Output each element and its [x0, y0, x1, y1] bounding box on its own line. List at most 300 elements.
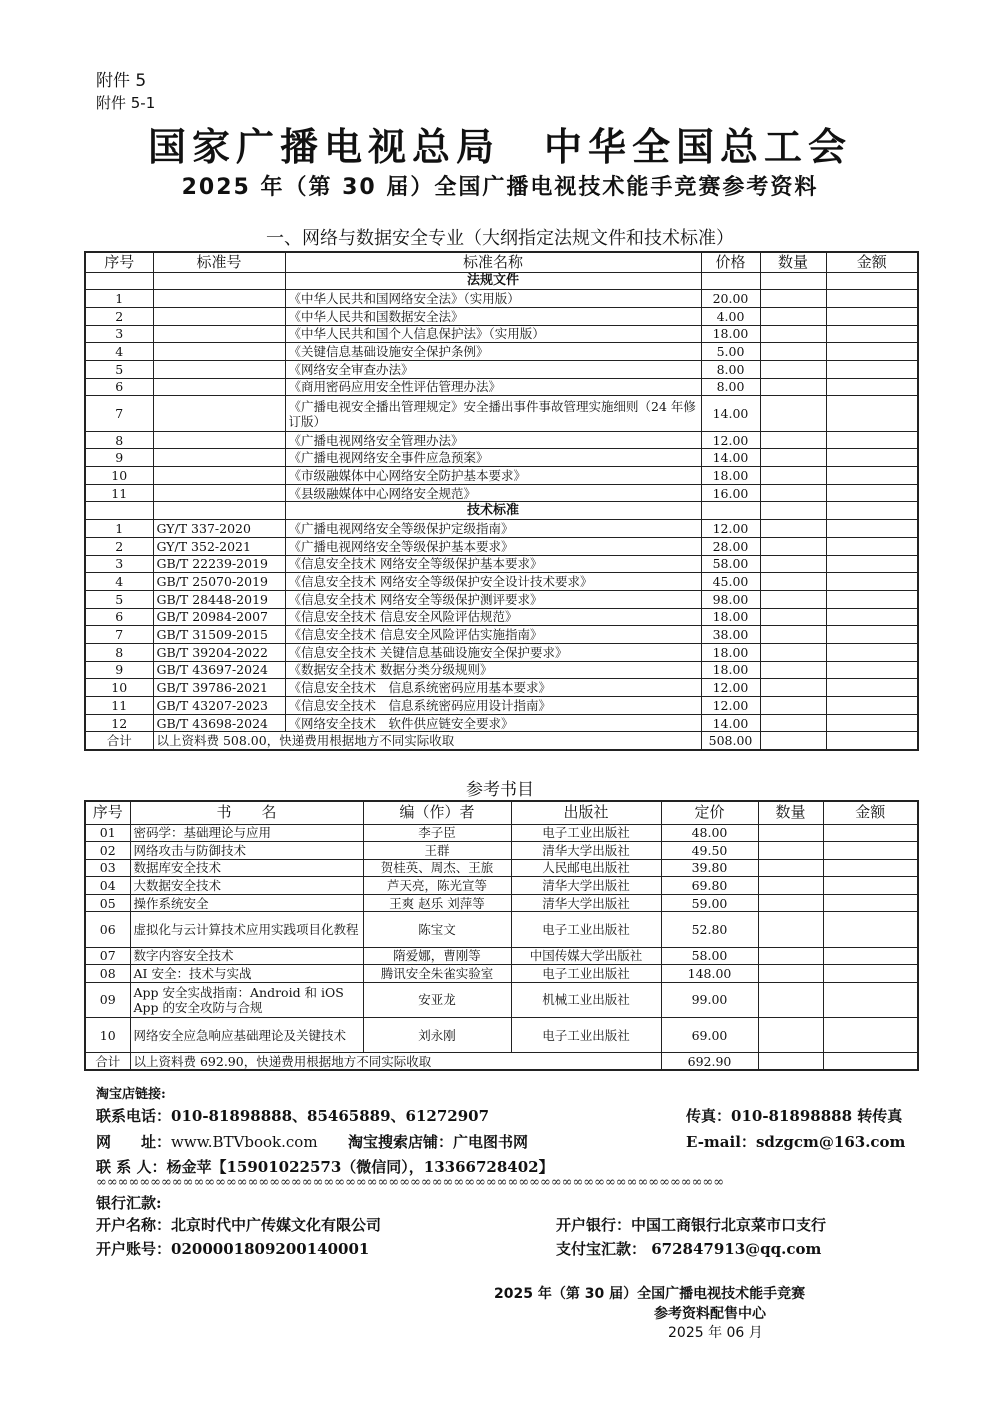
standard-code: GB/T 43207-2023 [153, 697, 285, 715]
empty-cell [153, 272, 285, 290]
book-title: 虚拟化与云计算技术应用实践项目化教程 [130, 912, 363, 947]
quantity-cell[interactable] [760, 272, 826, 290]
standard-name: 《广播电视安全播出管理规定》安全播出事件事故管理实施细则（24 年修订版） [285, 396, 701, 431]
amount-cell[interactable] [826, 626, 918, 644]
book-title: 密码学：基础理论与应用 [130, 824, 363, 842]
column-header: 数量 [758, 801, 823, 824]
price-cell: 8.00 [701, 360, 760, 378]
standard-code [153, 484, 285, 502]
price-cell: 12.00 [701, 679, 760, 697]
amount-cell[interactable] [826, 378, 918, 396]
quantity-cell[interactable] [760, 608, 826, 626]
empty-cell [85, 502, 153, 520]
total-label: 合计 [85, 732, 153, 750]
account-name-line [96, 1214, 381, 1235]
amount-cell[interactable] [823, 824, 918, 842]
book-title: 大数据安全技术 [130, 877, 363, 895]
row-number: 5 [85, 590, 153, 608]
book-author: 隋爱娜，曹刚等 [363, 947, 511, 965]
table-row [85, 573, 918, 591]
alipay-value: 672847913@qq.com [651, 1240, 822, 1258]
phone-label: 联系电话： [96, 1107, 172, 1125]
quantity-cell[interactable] [758, 877, 823, 895]
amount-cell[interactable] [823, 877, 918, 895]
amount-cell[interactable] [826, 325, 918, 343]
price-cell: 39.80 [661, 859, 758, 877]
price-cell: 4.00 [701, 307, 760, 325]
table-row [85, 697, 918, 715]
standard-name: 《数据安全技术 数据分类分级规则》 [285, 661, 701, 679]
standard-code [153, 396, 285, 431]
amount-cell[interactable] [826, 467, 918, 485]
price-cell: 20.00 [701, 290, 760, 308]
standard-code: GB/T 22239-2019 [153, 555, 285, 573]
footer-org-line1: 2025 年（第 30 届）全国广播电视技术能手竞赛 [494, 1286, 806, 1302]
standard-code: GB/T 28448-2019 [153, 590, 285, 608]
book-publisher: 机械工业出版社 [511, 982, 661, 1017]
row-number: 10 [85, 679, 153, 697]
standard-code: GB/T 43698-2024 [153, 714, 285, 732]
price-cell: 18.00 [701, 608, 760, 626]
price-cell: 148.00 [661, 965, 758, 983]
book-author: 刘永刚 [363, 1018, 511, 1053]
standard-name: 《信息安全技术 网络安全等级保护安全设计技术要求》 [285, 573, 701, 591]
column-header: 标准号 [153, 252, 285, 272]
table-row [85, 824, 918, 842]
book-title: App 安全实战指南：Android 和 iOS App 的安全攻防与合规 [130, 982, 363, 1017]
book-title: 数据库安全技术 [130, 859, 363, 877]
row-number: 10 [85, 1018, 130, 1053]
book-author: 王群 [363, 842, 511, 860]
row-number: 4 [85, 343, 153, 361]
total-amount: 508.00 [701, 732, 760, 750]
price-cell: 58.00 [661, 947, 758, 965]
page-subtitle: 2025 年（第 30 届）全国广播电视技术能手竞赛参考资料 [181, 175, 819, 200]
standards-table [84, 251, 919, 751]
amount-cell[interactable] [823, 859, 918, 877]
quantity-cell[interactable] [760, 431, 826, 449]
table-row [85, 626, 918, 644]
table-row [85, 643, 918, 661]
quantity-cell[interactable] [760, 714, 826, 732]
standard-code [153, 431, 285, 449]
amount-cell[interactable] [826, 396, 918, 431]
amount-cell[interactable] [826, 714, 918, 732]
table-header-row [85, 801, 918, 824]
empty-cell [701, 272, 760, 290]
price-cell: 14.00 [701, 396, 760, 431]
book-author: 芦天亮，陈光宣等 [363, 877, 511, 895]
price-cell: 52.80 [661, 912, 758, 947]
column-header: 序号 [85, 801, 130, 824]
row-number: 6 [85, 378, 153, 396]
quantity-cell[interactable] [760, 555, 826, 573]
table-row [85, 661, 918, 679]
price-cell: 12.00 [701, 431, 760, 449]
quantity-cell[interactable] [760, 449, 826, 467]
price-cell: 49.50 [661, 842, 758, 860]
table-row [85, 965, 918, 983]
book-publisher: 中国传媒大学出版社 [511, 947, 661, 965]
standard-name: 《广播电视网络安全管理办法》 [285, 431, 701, 449]
email-line [686, 1131, 905, 1152]
quantity-cell[interactable] [760, 467, 826, 485]
standard-name: 《网络安全技术 软件供应链安全要求》 [285, 714, 701, 732]
quantity-cell[interactable] [760, 360, 826, 378]
amount-cell[interactable] [823, 1053, 918, 1071]
price-cell: 18.00 [701, 467, 760, 485]
amount-cell[interactable] [826, 290, 918, 308]
total-label: 合计 [85, 1053, 130, 1071]
column-header: 书 名 [130, 801, 363, 824]
table-row [85, 360, 918, 378]
book-publisher: 电子工业出版社 [511, 965, 661, 983]
quantity-cell[interactable] [758, 947, 823, 965]
price-cell: 98.00 [701, 590, 760, 608]
taobao-search-value: 广电图书网 [453, 1133, 529, 1151]
table-row [85, 378, 918, 396]
taobao-link-label: 淘宝店链接: [96, 1087, 166, 1102]
section-title: 技术标准 [285, 502, 701, 520]
bank-label: 开户银行： [556, 1216, 632, 1234]
standard-code: GY/T 337-2020 [153, 520, 285, 538]
email-link[interactable]: sdzgcm@163.com [755, 1133, 906, 1151]
quantity-cell[interactable] [758, 824, 823, 842]
quantity-cell[interactable] [758, 842, 823, 860]
standard-code [153, 325, 285, 343]
standard-name: 《信息安全技术 信息系统密码应用基本要求》 [285, 679, 701, 697]
price-cell: 5.00 [701, 343, 760, 361]
row-number: 03 [85, 859, 130, 877]
book-publisher: 清华大学出版社 [511, 894, 661, 912]
website-line [96, 1131, 318, 1152]
amount-cell[interactable] [826, 307, 918, 325]
standard-name: 《广播电视网络安全事件应急预案》 [285, 449, 701, 467]
quantity-cell[interactable] [760, 679, 826, 697]
footer-date: 2025 年 06 月 [668, 1325, 763, 1341]
amount-cell[interactable] [826, 449, 918, 467]
price-cell: 18.00 [701, 325, 760, 343]
quantity-cell[interactable] [760, 643, 826, 661]
book-author: 安亚龙 [363, 982, 511, 1017]
price-cell: 16.00 [701, 484, 760, 502]
book-publisher: 电子工业出版社 [511, 912, 661, 947]
standard-code [153, 290, 285, 308]
quantity-cell[interactable] [758, 1018, 823, 1053]
price-cell: 59.00 [661, 894, 758, 912]
total-note: 以上资料费 508.00，快递费用根据地方不同实际收取 [153, 732, 701, 750]
quantity-cell[interactable] [760, 697, 826, 715]
row-number: 1 [85, 520, 153, 538]
row-number: 2 [85, 307, 153, 325]
table-row [85, 1018, 918, 1053]
amount-cell[interactable] [826, 732, 918, 750]
quantity-cell[interactable] [760, 343, 826, 361]
table-row [85, 307, 918, 325]
standard-name: 《中华人民共和国个人信息保护法》（实用版） [285, 325, 701, 343]
quantity-cell[interactable] [758, 912, 823, 947]
empty-cell [85, 272, 153, 290]
amount-cell[interactable] [826, 502, 918, 520]
price-cell: 48.00 [661, 824, 758, 842]
quantity-cell[interactable] [760, 484, 826, 502]
table-row [85, 520, 918, 538]
table-row [85, 679, 918, 697]
quantity-cell[interactable] [760, 502, 826, 520]
quantity-cell[interactable] [760, 626, 826, 644]
row-number: 10 [85, 467, 153, 485]
amount-cell[interactable] [826, 661, 918, 679]
empty-cell [701, 502, 760, 520]
amount-cell[interactable] [823, 912, 918, 947]
row-number: 01 [85, 824, 130, 842]
row-number: 8 [85, 643, 153, 661]
account-no-label: 开户账号： [96, 1240, 172, 1258]
section-row [85, 272, 918, 290]
total-note: 以上资料费 692.90，快递费用根据地方不同实际收取 [130, 1053, 661, 1071]
fax-value: 010-81898888 转传真 [731, 1107, 903, 1125]
row-number: 09 [85, 982, 130, 1017]
book-title: 操作系统安全 [130, 894, 363, 912]
standard-name: 《信息安全技术 信息安全风险评估规范》 [285, 608, 701, 626]
quantity-cell[interactable] [760, 573, 826, 591]
bank-value: 中国工商银行北京菜市口支行 [631, 1216, 827, 1234]
book-author: 李子臣 [363, 824, 511, 842]
standard-code [153, 360, 285, 378]
quantity-cell[interactable] [760, 661, 826, 679]
quantity-cell[interactable] [760, 290, 826, 308]
website-label: 网 址： [96, 1133, 172, 1151]
row-number: 11 [85, 697, 153, 715]
book-publisher: 清华大学出版社 [511, 877, 661, 895]
attachment-sub-label: 附件 5-1 [96, 94, 156, 112]
row-number: 3 [85, 555, 153, 573]
bank-line [556, 1214, 826, 1235]
price-cell: 12.00 [701, 697, 760, 715]
row-number: 9 [85, 449, 153, 467]
standard-name: 《市级融媒体中心网络安全防护基本要求》 [285, 467, 701, 485]
amount-cell[interactable] [826, 697, 918, 715]
column-header: 数量 [760, 252, 826, 272]
amount-cell[interactable] [826, 343, 918, 361]
book-publisher: 电子工业出版社 [511, 824, 661, 842]
phone-line [96, 1105, 489, 1126]
standard-code: GB/T 25070-2019 [153, 573, 285, 591]
column-header: 定价 [661, 801, 758, 824]
standard-name: 《县级融媒体中心网络安全规范》 [285, 484, 701, 502]
price-cell: 45.00 [701, 573, 760, 591]
row-number: 4 [85, 573, 153, 591]
standard-name: 《关键信息基础设施安全保护条例》 [285, 343, 701, 361]
price-cell: 18.00 [701, 643, 760, 661]
phone-value: 010-81898888、85465889、61272907 [171, 1107, 490, 1125]
standard-name: 《广播电视网络安全等级保护基本要求》 [285, 537, 701, 555]
quantity-cell[interactable] [760, 520, 826, 538]
quantity-cell[interactable] [760, 307, 826, 325]
row-number: 02 [85, 842, 130, 860]
table-row [85, 325, 918, 343]
table-row [85, 590, 918, 608]
amount-cell[interactable] [826, 555, 918, 573]
column-header: 编（作）者 [363, 801, 511, 824]
row-number: 6 [85, 608, 153, 626]
contact-person-line [96, 1156, 554, 1177]
quantity-cell[interactable] [758, 1053, 823, 1071]
quantity-cell[interactable] [760, 325, 826, 343]
amount-cell[interactable] [826, 537, 918, 555]
amount-cell[interactable] [826, 590, 918, 608]
taobao-search-line [348, 1131, 528, 1152]
footer-org-line2: 参考资料配售中心 [654, 1306, 766, 1322]
quantity-cell[interactable] [760, 537, 826, 555]
amount-cell[interactable] [826, 608, 918, 626]
price-cell: 58.00 [701, 555, 760, 573]
amount-cell[interactable] [826, 520, 918, 538]
standard-name: 《信息安全技术 网络安全等级保护测评要求》 [285, 590, 701, 608]
row-number: 7 [85, 396, 153, 431]
standards-table-caption: 一、网络与数据安全专业（大纲指定法规文件和技术标准） [266, 228, 734, 249]
book-author: 王爽 赵乐 刘萍等 [363, 894, 511, 912]
standard-code [153, 343, 285, 361]
amount-cell[interactable] [826, 431, 918, 449]
table-row [85, 714, 918, 732]
standard-code: GB/T 43697-2024 [153, 661, 285, 679]
row-number: 12 [85, 714, 153, 732]
column-header: 序号 [85, 252, 153, 272]
table-row [85, 396, 918, 431]
amount-cell[interactable] [826, 272, 918, 290]
books-table-caption: 参考书目 [466, 780, 534, 800]
page-title: 国家广播电视总局 中华全国总工会 [147, 125, 852, 169]
row-number: 1 [85, 290, 153, 308]
table-row [85, 431, 918, 449]
table-row [85, 894, 918, 912]
quantity-cell[interactable] [758, 859, 823, 877]
quantity-cell[interactable] [760, 396, 826, 431]
table-row [85, 912, 918, 947]
amount-cell[interactable] [823, 842, 918, 860]
standard-code: GB/T 39786-2021 [153, 679, 285, 697]
standard-code: GY/T 352-2021 [153, 537, 285, 555]
table-row [85, 859, 918, 877]
standard-code: GB/T 31509-2015 [153, 626, 285, 644]
price-cell: 14.00 [701, 449, 760, 467]
row-number: 2 [85, 537, 153, 555]
column-header: 金额 [823, 801, 918, 824]
row-number: 8 [85, 431, 153, 449]
standard-name: 《信息安全技术 关键信息基础设施安全保护要求》 [285, 643, 701, 661]
amount-cell[interactable] [823, 1018, 918, 1053]
amount-cell[interactable] [826, 679, 918, 697]
quantity-cell[interactable] [758, 965, 823, 983]
row-number: 9 [85, 661, 153, 679]
fax-label: 传真： [686, 1107, 732, 1125]
row-number: 11 [85, 484, 153, 502]
price-cell: 99.00 [661, 982, 758, 1017]
column-header: 价格 [701, 252, 760, 272]
row-number: 7 [85, 626, 153, 644]
section-row [85, 502, 918, 520]
price-cell: 69.80 [661, 877, 758, 895]
amount-cell[interactable] [826, 643, 918, 661]
table-header-row [85, 252, 918, 272]
total-amount: 692.90 [661, 1053, 758, 1071]
table-row [85, 537, 918, 555]
table-row [85, 877, 918, 895]
amount-cell[interactable] [823, 947, 918, 965]
book-title: 数字内容安全技术 [130, 947, 363, 965]
amount-cell[interactable] [826, 484, 918, 502]
amount-cell[interactable] [823, 894, 918, 912]
standard-name: 《信息安全技术 网络安全等级保护基本要求》 [285, 555, 701, 573]
table-row [85, 290, 918, 308]
quantity-cell[interactable] [758, 982, 823, 1017]
email-label: E-mail： [686, 1133, 756, 1151]
amount-cell[interactable] [826, 360, 918, 378]
standard-code: GB/T 39204-2022 [153, 643, 285, 661]
row-number: 3 [85, 325, 153, 343]
standard-name: 《网络安全审查办法》 [285, 360, 701, 378]
price-cell: 18.00 [701, 661, 760, 679]
row-number: 04 [85, 877, 130, 895]
section-title: 法规文件 [285, 272, 701, 290]
book-author: 腾讯安全朱雀实验室 [363, 965, 511, 983]
amount-cell[interactable] [823, 982, 918, 1017]
quantity-cell[interactable] [758, 894, 823, 912]
total-row [85, 732, 918, 750]
price-cell: 8.00 [701, 378, 760, 396]
account-no-line [96, 1238, 369, 1259]
row-number: 08 [85, 965, 130, 983]
standard-name: 《信息安全技术 信息安全风险评估实施指南》 [285, 626, 701, 644]
price-cell: 38.00 [701, 626, 760, 644]
table-row [85, 608, 918, 626]
standard-name: 《信息安全技术 信息系统密码应用设计指南》 [285, 697, 701, 715]
chain-separator: ∞∞∞∞∞∞∞∞∞∞∞∞∞∞∞∞∞∞∞∞∞∞∞∞∞∞∞∞∞∞∞∞∞∞∞∞∞∞∞∞∞∞∞∞∞∞∞∞∞∞∞∞∞∞∞∞∞∞ [96, 1175, 725, 1190]
standard-name: 《广播电视网络安全等级保护定级指南》 [285, 520, 701, 538]
column-header: 金额 [826, 252, 918, 272]
table-row [85, 343, 918, 361]
standard-code [153, 378, 285, 396]
standard-code [153, 449, 285, 467]
quantity-cell[interactable] [760, 732, 826, 750]
book-title: AI 安全：技术与实战 [130, 965, 363, 983]
standard-name: 《商用密码应用安全性评估管理办法》 [285, 378, 701, 396]
book-author: 贺桂英、周杰、王旅 [363, 859, 511, 877]
amount-cell[interactable] [826, 573, 918, 591]
book-title: 网络安全应急响应基础理论及关键技术 [130, 1018, 363, 1053]
table-row [85, 484, 918, 502]
account-name-value: 北京时代中广传媒文化有限公司 [171, 1216, 382, 1234]
contact-person-label: 联 系 人： [96, 1158, 167, 1176]
standard-code: GB/T 20984-2007 [153, 608, 285, 626]
table-row [85, 555, 918, 573]
bank-transfer-label: 银行汇款: [96, 1194, 162, 1212]
table-row [85, 982, 918, 1017]
quantity-cell[interactable] [760, 378, 826, 396]
book-publisher: 清华大学出版社 [511, 842, 661, 860]
standard-code [153, 467, 285, 485]
website-link[interactable]: www.BTVbook.com [171, 1133, 318, 1151]
amount-cell[interactable] [823, 965, 918, 983]
account-no-value: 0200001809200140001 [171, 1240, 370, 1258]
standard-name: 《中华人民共和国网络安全法》（实用版） [285, 290, 701, 308]
taobao-search-label: 淘宝搜索店铺： [348, 1133, 454, 1151]
quantity-cell[interactable] [760, 590, 826, 608]
column-header: 标准名称 [285, 252, 701, 272]
price-cell: 14.00 [701, 714, 760, 732]
contact-person-value: 杨金苹【15901022573（微信同），13366728402】 [166, 1158, 554, 1176]
